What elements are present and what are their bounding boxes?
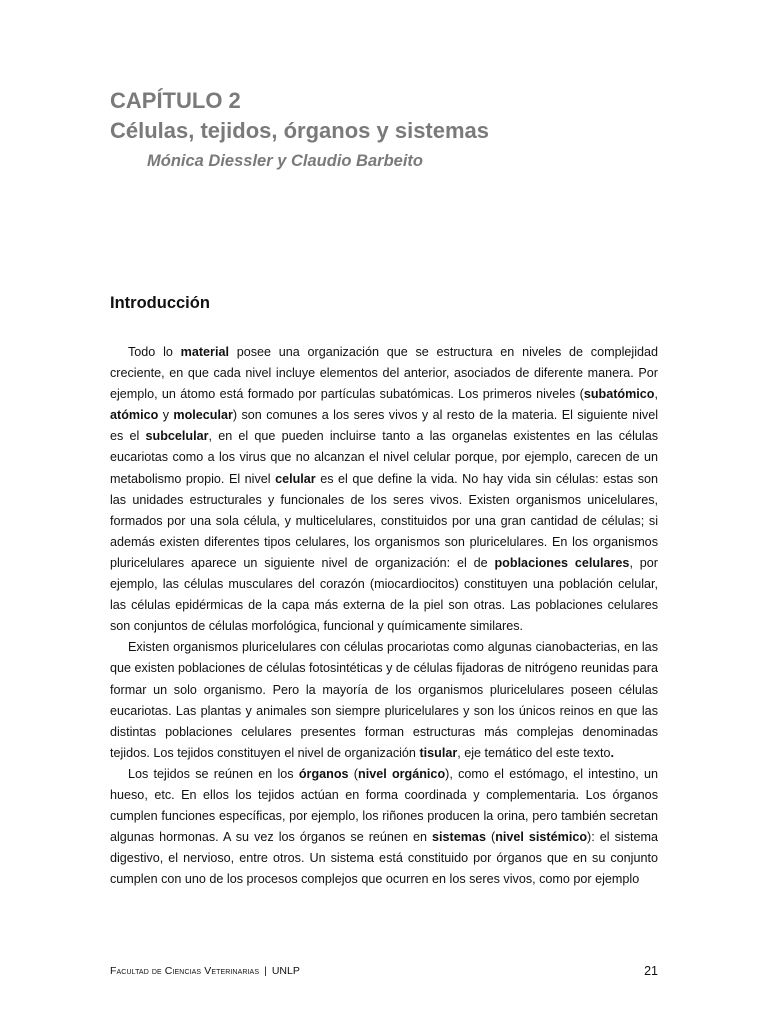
- paragraph: Los tejidos se reúnen en los órganos (nivel orgánico), como el estómago, el intestino, un hueso, etc. En ellos los tejidos actúan en forma coordinada y complementaria. Los órganos cumplen funciones específicas, por ejemplo, los riñones producen la orina, pero también secretan algunas hormonas. A su vez los órganos se reúnen en sistemas (nivel sistémico): el sistema digestivo, el nervioso, entre otros. Un sistema está constituido por órganos que en su conjunto cumplen con uno de los procesos complejos que ocurren en los seres vivos, como por ejemplo: [110, 766, 658, 887]
- section-title: Introducción: [110, 294, 210, 312]
- bold-term: subcelular: [145, 429, 209, 444]
- footer-faculty: Facultad de Ciencias Veterinarias: [110, 965, 260, 977]
- footer-credit: [110, 965, 300, 977]
- bold-term: celular: [275, 471, 316, 486]
- body-text: [110, 342, 658, 890]
- bold-term: nivel sistémico: [495, 830, 588, 845]
- bold-term: sistemas: [432, 830, 486, 845]
- paragraph: Todo lo material posee una organización que se estructura en niveles de complejidad creciente, en que cada nivel incluye elementos del anterior, asociados de diferente manera. Por ejemplo, un átomo está formado por partículas subatómicas. Los primeros niveles (subatómico, atómico y molecular) son comunes a los seres vivos y al resto de la materia. El siguiente nivel es el subcelular, en el que pueden incluirse tanto a las organelas existentes en las células eucariotas como a los virus que no alcanzan el nivel celular porque, por ejemplo, carecen de un metabolismo propio. El nivel celular es el que define la vida. No hay vida sin células: estas son las unidades estructurales y funcionales de los seres vivos. Existen organismos unicelulares, formados por una sola célula, y multicelulares, constituidos por una gran cantidad de células; si además existen diferentes tipos celulares, los organismos son pluricelulares. En los organismos pluricelulares aparece un siguiente nivel de organización: el de poblaciones celulares, por ejemplo, las células musculares del corazón (miocardiocitos) constituyen una población celular, las células epidérmicas de la capa más externa de la piel son otras. Las poblaciones celulares son conjuntos de células morfológica, funcional y químicamente similares.: [110, 345, 659, 634]
- bold-term: material: [180, 345, 229, 359]
- paragraph: Existen organismos pluricelulares con células procariotas como algunas cianobacterias, en las que existen poblaciones de células fotosintéticas y de células fijadoras de nitrógeno reunidas para formar un solo organismo. Pero la mayoría de los organismos pluricelulares poseen células eucariotas. Las plantas y animales son siempre pluricelulares y son los únicos reinos en que las distintas poblaciones celulares presentes forman estructuras más complejas denominadas tejidos. Los tejidos constituyen el nivel de organización tisular, eje temático del este texto.: [110, 640, 658, 760]
- bold-term: atómico: [110, 408, 159, 423]
- bold-term: nivel orgánico: [358, 766, 446, 781]
- page-number: 21: [644, 964, 658, 978]
- page-footer: [110, 964, 658, 978]
- footer-university: UNLP: [271, 965, 300, 977]
- bold-term: subatómico: [583, 387, 655, 402]
- bold-term: tisular: [419, 745, 458, 760]
- chapter-header: [110, 86, 489, 176]
- chapter-authors: Mónica Diessler y Claudio Barbeito: [147, 152, 423, 170]
- bold-term: órganos: [298, 766, 349, 781]
- bold-term: .: [610, 745, 615, 760]
- chapter-number: CAPÍTULO 2: [110, 88, 241, 113]
- footer-separator: |: [264, 965, 267, 977]
- chapter-title: Células, tejidos, órganos y sistemas: [110, 118, 490, 143]
- bold-term: poblaciones celulares: [494, 555, 630, 570]
- bold-term: molecular: [173, 408, 233, 423]
